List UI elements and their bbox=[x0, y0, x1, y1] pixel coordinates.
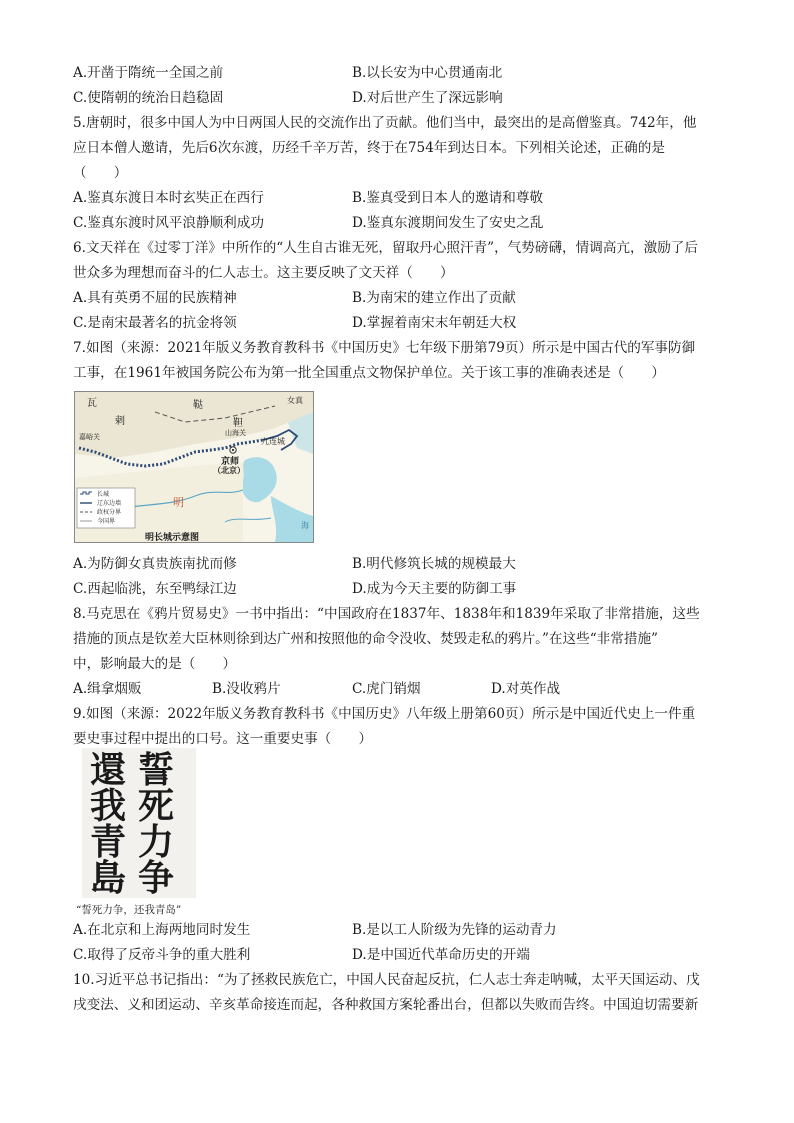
q9-option-b: B.是以工人阶级为先锋的运动青力 bbox=[352, 922, 557, 938]
map-label-jiayuguan: 嘉峪关 bbox=[79, 433, 100, 441]
q5-stem-line-1: 5.唐朝时，很多中国人为中日两国人民的交流作出了贡献。他们当中，最突出的是高僧鉴真。742年，他 bbox=[73, 115, 697, 131]
map-label-jingshi: 京师 bbox=[221, 457, 240, 467]
q9-option-c: C.取得了反帝斗争的重大胜利 bbox=[73, 947, 251, 963]
map-label-jing: 靼 bbox=[233, 418, 243, 429]
q5-option-d: D.鉴真东渡期间发生了安史之乱 bbox=[352, 215, 544, 231]
q8-stem-line-2: 措施的顶点是钦差大臣林则徐到达广州和按照他的命令没收、焚毁走私的鸦片。”在这些“非常措施” bbox=[73, 631, 658, 647]
ming-great-wall-map bbox=[74, 391, 314, 543]
q7-stem-line-2: 工事，在1961年被国务院公布为第一批全国重点文物保护单位。关于该工事的准确表述是（ ） bbox=[73, 365, 665, 381]
map-label-la: 剌 bbox=[115, 416, 125, 427]
calligraphy-column-right: 誓死力争 bbox=[138, 749, 175, 899]
q8-option-a: A.缉拿烟贩 bbox=[73, 681, 142, 697]
map-label-nvzhen: 女真 bbox=[287, 396, 303, 405]
q9-option-d: D.是中国近代革命历史的开端 bbox=[352, 947, 530, 963]
q6-option-b: B.为南宋的建立作出了贡献 bbox=[352, 290, 516, 306]
legend-liaodong: 辽东边墙 bbox=[97, 500, 122, 507]
q7-option-a: A.为防御女真贵族南扰而修 bbox=[73, 556, 237, 572]
q10-stem-line-2: 戌变法、义和团运动、辛亥革命接连而起，各种救国方案轮番出台，但都以失败而告终。中国迫切需要新 bbox=[73, 997, 699, 1013]
map-caption: 明长城示意图 bbox=[145, 533, 200, 543]
map-label-shanhaiguan: 山海关 bbox=[225, 429, 246, 437]
legend-guojie: 今国界 bbox=[97, 518, 116, 525]
q9-stem-line-2: 要史事过程中提出的口号。这一重要史事（ ） bbox=[73, 731, 373, 747]
q7-stem-line-1: 7.如图（来源：2021年版义务教育教科书《中国历史》七年级下册第79页）所示是中国古代的军事防御 bbox=[73, 340, 696, 356]
map-label-beijing: （北京） bbox=[213, 465, 245, 475]
q6-option-c: C.是南宋最著名的抗金将领 bbox=[73, 315, 237, 331]
q4-option-d: D.对后世产生了深远影响 bbox=[352, 90, 503, 106]
q10-stem-line-1: 10.习近平总书记指出：“为了拯救民族危亡，中国人民奋起反抗，仁人志士奔走呐喊，太平天国运动、戊 bbox=[73, 972, 700, 988]
q7-option-c: C.西起临洮，东至鸭绿江边 bbox=[73, 581, 237, 597]
map-label-dada: 鞑 bbox=[193, 400, 203, 411]
q6-option-a: A.具有英勇不屈的民族精神 bbox=[73, 290, 237, 306]
map-label-wala: 瓦 bbox=[87, 398, 97, 409]
q5-stem-line-3: （ ） bbox=[73, 165, 128, 181]
q6-stem-line-1: 6.文天祥在《过零丁洋》中所作的“人生自古谁无死，留取丹心照汗青”，气势磅礴，情调高亢，激励了后 bbox=[73, 240, 698, 256]
calligraphy-caption: “誓死力争，还我青岛” bbox=[76, 904, 182, 916]
q5-option-a: A.鉴真东渡日本时玄奘正在西行 bbox=[73, 190, 264, 206]
q9-stem-line-1: 9.如图（来源：2022年版义务教育教科书《中国历史》八年级上册第60页）所示是中国近代史上一件重 bbox=[73, 706, 696, 722]
q6-stem-line-2: 世众多为理想而奋斗的仁人志士。这主要反映了文天祥（ ） bbox=[73, 265, 454, 281]
calligraphy-slogan-image bbox=[82, 748, 196, 898]
q5-option-b: B.鉴真受到日本人的邀请和尊敬 bbox=[352, 190, 544, 206]
calligraphy-column-left: 還我青島 bbox=[90, 749, 127, 899]
q4-option-a: A.开凿于隋统一全国之前 bbox=[73, 65, 224, 81]
q4-option-c: C.使隋朝的统治日趋稳固 bbox=[73, 90, 224, 106]
q8-stem-line-3: 中，影响最大的是（ ） bbox=[73, 656, 237, 672]
q5-option-c: C.鉴真东渡时风平浪静顺利成功 bbox=[73, 215, 264, 231]
q6-option-d: D.掌握着南宋末年朝廷大权 bbox=[352, 315, 517, 331]
map-label-hai: 海 bbox=[301, 521, 309, 530]
q4-option-b: B.以长安为中心贯通南北 bbox=[352, 65, 503, 81]
map-label-jiuliancheng: 九连城 bbox=[261, 437, 285, 446]
q7-option-b: B.明代修筑长城的规模最大 bbox=[352, 556, 516, 572]
q8-stem-line-1: 8.马克思在《鸦片贸易史》一书中指出：“中国政府在1837年、1838年和1839年采取了非常措施，这些 bbox=[73, 606, 700, 622]
map-label-ming: 明 bbox=[173, 496, 184, 509]
q5-stem-line-2: 应日本僧人邀请，先后6次东渡，历经千辛万苦，终于在754年到达日本。下列相关论述，正确的是 bbox=[73, 140, 665, 156]
q9-option-a: A.在北京和上海两地同时发生 bbox=[73, 922, 251, 938]
q8-option-b: B.没收鸦片 bbox=[212, 681, 281, 697]
q8-option-d: D.对英作战 bbox=[491, 681, 561, 697]
legend-wall: 长城 bbox=[97, 491, 110, 498]
q7-option-d: D.成为今天主要的防御工事 bbox=[352, 581, 517, 597]
q8-option-c: C.虎门销烟 bbox=[352, 681, 421, 697]
legend-zhengquan: 政权分界 bbox=[97, 509, 122, 516]
